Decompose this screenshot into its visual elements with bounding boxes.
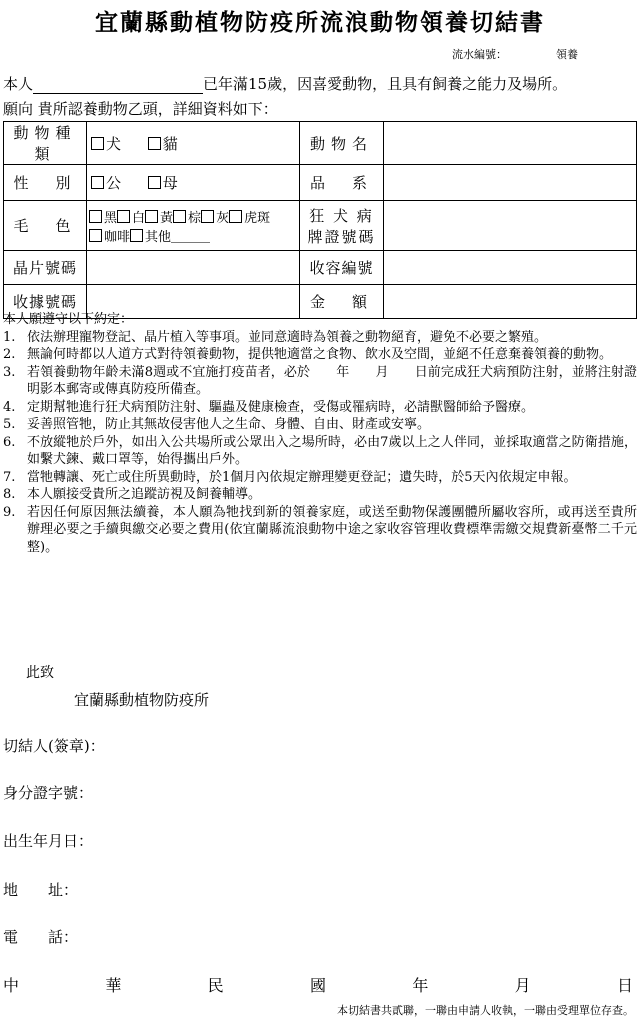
term-text: 當牠轉讓、死亡或住所異動時，於1個月內依規定辦理變更登記；遺失時，於5天內依規定申報。 — [27, 469, 577, 485]
term-number: 2. — [3, 347, 16, 362]
table-row — [4, 201, 637, 251]
table-row — [4, 122, 637, 165]
coat-label: 毛 色 — [4, 201, 87, 251]
option-female: 母 — [162, 174, 178, 192]
breed-field[interactable] — [384, 165, 637, 201]
rabies-label — [300, 201, 384, 251]
address-label: 地 址： — [3, 881, 79, 899]
option-brown: 棕 — [188, 210, 202, 226]
animal-name-field[interactable] — [384, 122, 637, 165]
term-text: 定期幫牠進行狂犬病預防注射、驅蟲及健康檢查，受傷或罹病時，必請獸醫師給予醫療。 — [27, 399, 535, 415]
terms-heading: 本人願遵守以下約定： — [3, 312, 134, 327]
closing-recipient: 宜蘭縣動植物防疫所 — [74, 691, 210, 709]
table-row — [4, 251, 637, 285]
option-coffee: 咖啡 — [104, 229, 131, 245]
animal-info-table — [3, 121, 637, 319]
option-other: 其他＿＿＿ — [145, 229, 211, 245]
list-item — [3, 364, 637, 399]
animal-name-label: 動物名 — [300, 122, 384, 165]
term-number: 7. — [3, 469, 16, 485]
rabies-label-line-1: 狂 犬 病 — [309, 206, 374, 225]
checkbox-tabby[interactable] — [229, 210, 242, 223]
terms-section — [3, 311, 637, 556]
date-char: 中 — [3, 976, 20, 995]
footnote: 本切結書共貳聯，一聯由申請人收執，一聯由受理單位存查。 — [337, 1004, 634, 1017]
id-number-label: 身分證字號： — [3, 784, 94, 802]
option-dog: 犬 — [106, 134, 122, 153]
rabies-label-line-2: 牌證號碼 — [307, 227, 376, 246]
list-item — [3, 434, 637, 469]
checkbox-female[interactable] — [148, 176, 161, 189]
sex-options — [87, 165, 300, 201]
intro-suffix: 已年滿15歲，因喜愛動物，且具有飼養之能力及場所。 — [203, 75, 568, 93]
term-text: 依法辦理寵物登記、晶片植入等事項。並同意適時為領養之動物絕育，避免不必要之繁殖。 — [27, 329, 548, 345]
term-number: 9. — [3, 504, 16, 520]
phone-label: 電 話： — [3, 928, 79, 946]
checkbox-coffee[interactable] — [89, 229, 102, 242]
receipt-label: 收據號碼 — [4, 285, 87, 319]
checkbox-dog[interactable] — [91, 137, 104, 150]
list-item — [3, 399, 637, 417]
checkbox-other[interactable] — [130, 229, 143, 242]
checkbox-cat[interactable] — [148, 137, 161, 150]
table-row — [4, 165, 637, 201]
list-item — [3, 329, 637, 347]
chip-field[interactable] — [87, 251, 300, 285]
coat-options — [87, 201, 300, 251]
list-item — [3, 416, 637, 434]
sex-label: 性 別 — [4, 165, 87, 201]
rabies-tag-field[interactable] — [384, 201, 637, 251]
date-char: 日 — [616, 976, 633, 995]
term-text: 若領養動物年齡未滿8週或不宜施打疫苗者，必於 年 月 日前完成狂犬病預防注射，並將注射證明影本郵寄或傳真防疫所備查。 — [27, 364, 637, 397]
birth-date-label: 出生年月日： — [3, 832, 94, 850]
shelter-no-field[interactable] — [384, 251, 637, 285]
species-label: 動物種類 — [4, 122, 87, 165]
date-char: 華 — [105, 976, 122, 995]
checkbox-white[interactable] — [117, 210, 130, 223]
option-black: 黑 — [104, 210, 118, 226]
checkbox-brown[interactable] — [173, 210, 186, 223]
term-number: 6. — [3, 434, 16, 450]
option-male: 公 — [106, 174, 122, 192]
option-yellow: 黃 — [160, 210, 174, 226]
intro-prefix: 本人 — [3, 75, 34, 93]
date-char: 年 — [412, 976, 429, 995]
amount-label: 金 額 — [300, 285, 384, 319]
term-text: 若因任何原因無法續養，本人願為牠找到新的領養家庭，或送至動物保護團體所屬收容所，或再送至貴所辦理必要之手續與繳交必要之費用(依宜蘭縣流浪動物中途之家收容管理收費標準需繳交規費新臺幣二千元整)。 — [27, 504, 637, 555]
checkbox-male[interactable] — [91, 176, 104, 189]
name-blank[interactable] — [33, 79, 203, 94]
breed-label: 品 系 — [300, 165, 384, 201]
option-tabby: 虎斑 — [244, 210, 271, 226]
term-number: 1. — [3, 329, 16, 345]
list-item — [3, 469, 637, 487]
date-char: 國 — [309, 976, 326, 995]
list-item — [3, 486, 637, 504]
checkbox-gray[interactable] — [201, 210, 214, 223]
signer-label: 切結人(簽章)： — [3, 737, 105, 755]
term-number: 5. — [3, 417, 16, 432]
species-options — [87, 122, 300, 165]
closing-to: 此致 — [26, 665, 54, 681]
option-gray: 灰 — [216, 210, 230, 226]
checkbox-black[interactable] — [89, 210, 102, 223]
checkbox-yellow[interactable] — [145, 210, 158, 223]
intro-line-2: 願向 貴所認養動物乙頭，詳細資料如下： — [3, 100, 278, 118]
term-text: 不放縱牠於戶外，如出入公共場所或公眾出入之場所時，必由7歲以上之人伴同，並採取適當之防衛措施，如繫犬鍊、戴口罩等，始得攜出戶外。 — [27, 434, 637, 467]
term-text: 本人願接受貴所之追蹤訪視及飼養輔導。 — [27, 487, 262, 502]
date-row — [3, 973, 633, 996]
term-number: 4. — [3, 399, 16, 415]
term-number: 8. — [3, 487, 16, 502]
date-char: 民 — [207, 976, 224, 995]
shelter-no-label: 收容編號 — [300, 251, 384, 285]
option-cat: 貓 — [162, 134, 178, 153]
list-item — [3, 504, 637, 557]
page-title: 宜蘭縣動植物防疫所流浪動物領養切結書 — [95, 9, 545, 36]
date-char: 月 — [514, 976, 531, 995]
serial-value: 領養 — [556, 48, 578, 61]
list-item — [3, 346, 637, 364]
term-text: 妥善照管牠，防止其無故侵害他人之生命、身體、自由、財產或安寧。 — [27, 417, 431, 432]
term-number: 3. — [3, 364, 16, 380]
term-text: 無論何時都以人道方式對待領養動物，提供牠適當之食物、飲水及空間，並絕不任意棄養領養的動物。 — [27, 347, 613, 362]
intro-line-1 — [3, 73, 567, 94]
serial-label: 流水編號： — [452, 48, 507, 61]
option-white: 白 — [132, 210, 146, 226]
chip-label: 晶片號碼 — [4, 251, 87, 285]
